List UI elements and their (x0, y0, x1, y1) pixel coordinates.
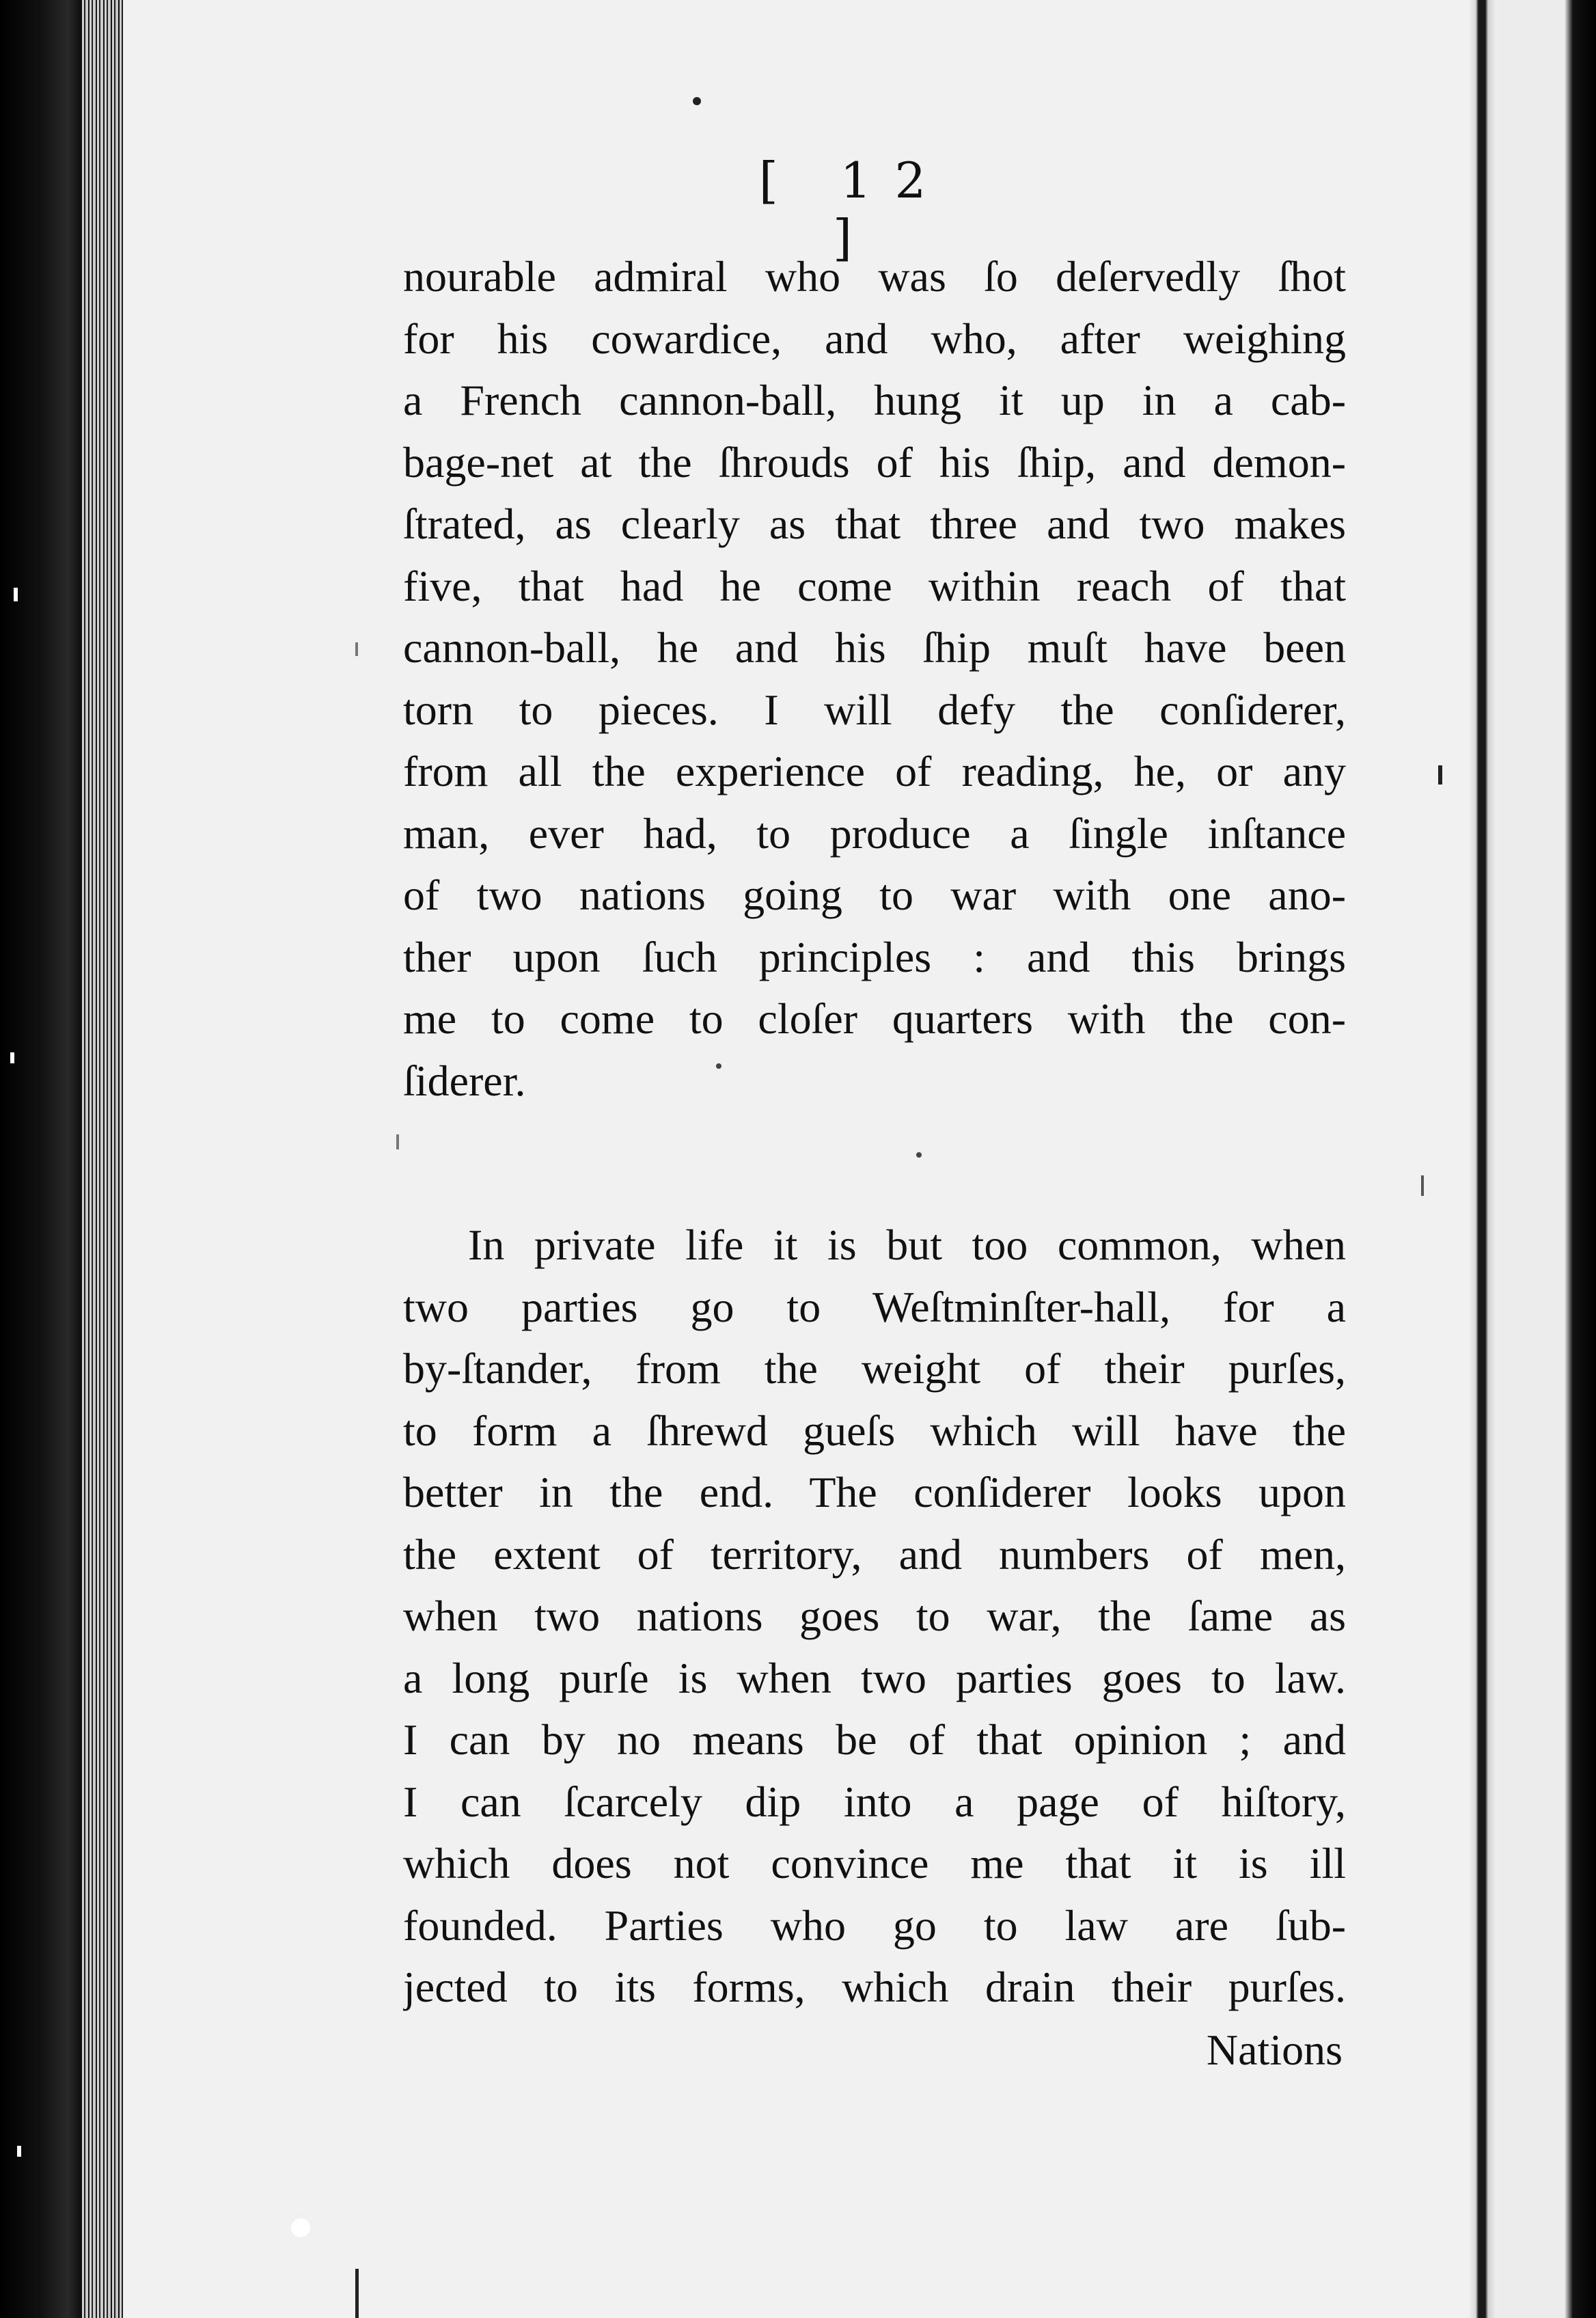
text-line: to form a ſhrewd gueſs which will have the (403, 1406, 1346, 1455)
text-line: two parties go to Weſtminſter-hall, for a (403, 1282, 1346, 1331)
body-text (403, 246, 1346, 2082)
paragraph (403, 246, 1346, 1112)
text-line: for his cowardice, and who, after weighing (403, 314, 1346, 363)
text-line: better in the end. The conſiderer looks upon (403, 1468, 1346, 1516)
catchword: Nations (1206, 2025, 1343, 2074)
paragraph (403, 1214, 1346, 2019)
text-line: I can ſcarcely dip into a page of hiſtory, (403, 1777, 1346, 1826)
text-line: a French cannon-ball, hung it up in a cab- (403, 376, 1346, 424)
text-line: by-ſtander, from the weight of their purſes, (403, 1344, 1346, 1393)
right-binding-gutter (1496, 0, 1596, 2318)
text-line: In private life it is but too common, when (468, 1221, 1346, 1269)
text-line: nourable admiral who was ſo deſervedly ſhot (403, 252, 1346, 301)
text-line: man, ever had, to produce a ſingle inſtance (403, 808, 1346, 858)
text-line: ſtrated, as clearly as that three and two makes (403, 500, 1346, 548)
page-number-header: [ 12 ] (758, 152, 950, 267)
text-line: I can by no means be of that opinion ; and (403, 1715, 1346, 1764)
text-line: of two nations going to war with one ano- (403, 871, 1346, 919)
text-line: torn to pieces. I will defy the conſiderer, (403, 685, 1346, 734)
paragraph-gap (403, 1112, 1346, 1214)
text-line: founded. Parties who go to law are ſub- (403, 1900, 1346, 1950)
text-line: cannon-ball, he and his ſhip muſt have been (403, 623, 1346, 672)
text-line: from all the experience of reading, he, or any (403, 747, 1346, 795)
text-line: bage-net at the ſhrouds of his ſhip, and demon- (403, 437, 1346, 487)
text-line: jected to its forms, which drain their purſes. (403, 1963, 1346, 2011)
text-line: when two nations goes to war, the ſame as (403, 1592, 1346, 1640)
text-line: which does not convince me that it is ill (403, 1839, 1346, 1887)
right-page-edge (1469, 0, 1496, 2318)
text-line: ther upon ſuch principles : and this brings (403, 932, 1346, 981)
text-line: me to come to cloſer quarters with the con- (403, 994, 1346, 1043)
text-line: five, that had he come within reach of that (403, 561, 1346, 610)
text-line: ſiderer. (403, 1056, 526, 1105)
text-line: the extent of territory, and numbers of men, (403, 1529, 1346, 1579)
text-line: a long purſe is when two parties goes to law. (403, 1653, 1346, 1702)
